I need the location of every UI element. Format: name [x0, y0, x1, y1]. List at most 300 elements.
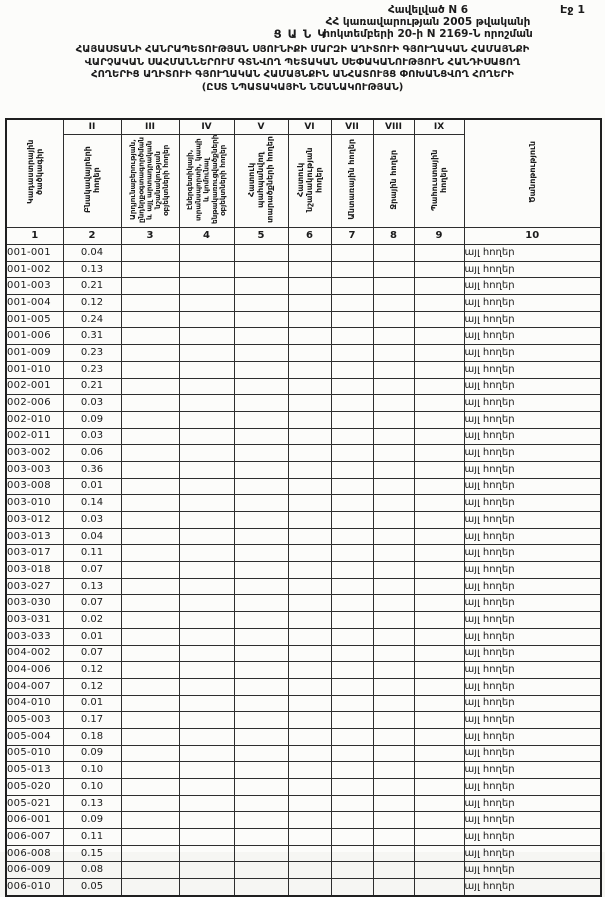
empty-cell-col-9 [414, 712, 464, 729]
settlement-land-area-cell: 0.24 [63, 311, 121, 328]
empty-cell-col-9 [414, 762, 464, 779]
cadastral-code-cell: 005-013 [6, 762, 63, 779]
empty-cell-col-8 [373, 328, 414, 345]
table-row [6, 545, 601, 562]
empty-cell-col-6 [288, 461, 331, 478]
empty-cell-col-9 [414, 645, 464, 662]
table-row [6, 261, 601, 278]
empty-cell-col-6 [288, 829, 331, 846]
empty-cell-col-6 [288, 261, 331, 278]
roman-numeral-IX: IX [414, 119, 464, 135]
empty-cell-col-4 [179, 295, 234, 312]
empty-cell-col-8 [373, 378, 414, 395]
empty-cell-col-9 [414, 378, 464, 395]
note-cell: այլ հողեր [464, 712, 601, 729]
empty-cell-col-7 [331, 245, 373, 262]
title-line-1: ՀԱՅԱՍՏԱՆԻ ՀԱՆՐԱՊԵՏՈՒԹՅԱՆ ՍՅՈՒՆԻՔԻ ՄԱՐԶԻ ԱՂԻՏՈՒԻ ԳՅՈՒՂԱԿԱՆ ՀԱՄԱՅՆՔԻ [75, 44, 530, 55]
empty-cell-col-5 [234, 461, 288, 478]
empty-cell-col-3 [121, 829, 179, 846]
note-cell: այլ հողեր [464, 545, 601, 562]
table-row [6, 612, 601, 629]
empty-cell-col-8 [373, 812, 414, 829]
empty-cell-col-3 [121, 779, 179, 796]
table-row [6, 395, 601, 412]
cadastral-code-cell: 005-003 [6, 712, 63, 729]
document-title [10, 44, 595, 94]
empty-cell-col-6 [288, 845, 331, 862]
empty-cell-col-4 [179, 762, 234, 779]
empty-cell-col-8 [373, 745, 414, 762]
empty-cell-col-7 [331, 779, 373, 796]
empty-cell-col-8 [373, 461, 414, 478]
settlement-land-area-cell: 0.07 [63, 595, 121, 612]
settlement-land-area-cell: 0.14 [63, 495, 121, 512]
empty-cell-col-7 [331, 545, 373, 562]
empty-cell-col-9 [414, 361, 464, 378]
empty-cell-col-5 [234, 628, 288, 645]
empty-cell-col-3 [121, 678, 179, 695]
empty-cell-col-6 [288, 395, 331, 412]
cadastral-code-cell: 001-005 [6, 311, 63, 328]
empty-cell-col-4 [179, 261, 234, 278]
empty-cell-col-6 [288, 578, 331, 595]
column-number-10: 10 [464, 228, 601, 245]
empty-cell-col-7 [331, 745, 373, 762]
col-header-3 [179, 135, 234, 228]
empty-cell-col-4 [179, 745, 234, 762]
empty-cell-col-5 [234, 662, 288, 679]
cadastral-code-cell: 003-013 [6, 528, 63, 545]
empty-cell-col-4 [179, 528, 234, 545]
empty-cell-col-6 [288, 428, 331, 445]
settlement-land-area-cell: 0.10 [63, 762, 121, 779]
empty-cell-col-5 [234, 428, 288, 445]
empty-cell-col-4 [179, 829, 234, 846]
settlement-land-area-cell: 0.18 [63, 728, 121, 745]
empty-cell-col-8 [373, 311, 414, 328]
empty-cell-col-3 [121, 728, 179, 745]
empty-cell-col-6 [288, 695, 331, 712]
col-header-5-label: Հատուկ նշանակության հողեր [295, 147, 324, 212]
title-line-3: ՀՈՂԵՐԻՑ ԱՂԻՏՈՒԻ ԳՅՈՒՂԱԿԱՆ ՀԱՄԱՅՆՔԻՆ ԱՆՀԱՏՈՒՅՑ ՓՈԽԱՆՑՎՈՂ ՀՈՂԵՐԻ [91, 69, 514, 80]
cadastral-code-cell: 003-033 [6, 628, 63, 645]
note-cell: այլ հողեր [464, 295, 601, 312]
empty-cell-col-9 [414, 278, 464, 295]
empty-cell-col-8 [373, 545, 414, 562]
settlement-land-area-cell: 0.05 [63, 879, 121, 896]
empty-cell-col-8 [373, 278, 414, 295]
empty-cell-col-6 [288, 295, 331, 312]
empty-cell-col-3 [121, 345, 179, 362]
note-cell: այլ հողեր [464, 879, 601, 896]
settlement-land-area-cell: 0.10 [63, 779, 121, 796]
settlement-land-area-cell: 0.09 [63, 745, 121, 762]
note-cell: այլ հողեր [464, 628, 601, 645]
empty-cell-col-3 [121, 461, 179, 478]
table-row [6, 695, 601, 712]
settlement-land-area-cell: 0.13 [63, 795, 121, 812]
title-line-2: ՎԱՐՉԱԿԱՆ ՍԱՀՄԱՆՆԵՐՈՒՄ ԳՏՆՎՈՂ ՊԵՏԱԿԱՆ ՍԵՓԱԿԱՆՈՒԹՅՈՒՆ ՀԱՆԴԻՍԱՑՈՂ [84, 56, 521, 68]
empty-cell-col-6 [288, 562, 331, 579]
empty-cell-col-3 [121, 645, 179, 662]
empty-cell-col-4 [179, 361, 234, 378]
settlement-land-area-cell: 0.23 [63, 345, 121, 362]
col-header-note-label: Ծանոթություն [527, 141, 537, 203]
empty-cell-col-7 [331, 478, 373, 495]
empty-cell-col-7 [331, 445, 373, 462]
col-header-6-label: Անտառային հողեր [347, 139, 357, 220]
column-number-8: 8 [373, 228, 414, 245]
settlement-land-area-cell: 0.03 [63, 428, 121, 445]
note-cell: այլ հողեր [464, 728, 601, 745]
table-row [6, 495, 601, 512]
header-roman-row [6, 119, 601, 135]
note-cell: այլ հողեր [464, 745, 601, 762]
empty-cell-col-6 [288, 445, 331, 462]
land-table [5, 118, 602, 897]
empty-cell-col-4 [179, 862, 234, 879]
empty-cell-col-3 [121, 395, 179, 412]
roman-numeral-VII: VII [331, 119, 373, 135]
annex-line-1: Հավելված N 6 [387, 4, 469, 16]
empty-cell-col-4 [179, 428, 234, 445]
empty-cell-col-9 [414, 495, 464, 512]
empty-cell-col-5 [234, 295, 288, 312]
empty-cell-col-6 [288, 545, 331, 562]
empty-cell-col-8 [373, 445, 414, 462]
cadastral-code-cell: 003-012 [6, 512, 63, 529]
column-number-6: 6 [288, 228, 331, 245]
empty-cell-col-6 [288, 311, 331, 328]
cadastral-code-cell: 003-031 [6, 612, 63, 629]
empty-cell-col-8 [373, 478, 414, 495]
col-header-5 [288, 135, 331, 228]
empty-cell-col-9 [414, 595, 464, 612]
empty-cell-col-9 [414, 545, 464, 562]
empty-cell-col-3 [121, 662, 179, 679]
empty-cell-col-8 [373, 578, 414, 595]
settlement-land-area-cell: 0.09 [63, 411, 121, 428]
settlement-land-area-cell: 0.03 [63, 395, 121, 412]
empty-cell-col-4 [179, 478, 234, 495]
empty-cell-col-7 [331, 461, 373, 478]
empty-cell-col-9 [414, 461, 464, 478]
empty-cell-col-7 [331, 762, 373, 779]
empty-cell-col-8 [373, 345, 414, 362]
column-number-5: 5 [234, 228, 288, 245]
col-header-1-label: Բնակավայրերի հողեր [82, 146, 101, 213]
empty-cell-col-4 [179, 728, 234, 745]
column-number-7: 7 [331, 228, 373, 245]
empty-cell-col-8 [373, 261, 414, 278]
empty-cell-col-7 [331, 879, 373, 896]
table-row [6, 745, 601, 762]
empty-cell-col-4 [179, 495, 234, 512]
empty-cell-col-9 [414, 612, 464, 629]
roman-numeral-III: III [121, 119, 179, 135]
note-cell: այլ հողեր [464, 395, 601, 412]
cadastral-code-cell: 003-017 [6, 545, 63, 562]
settlement-land-area-cell: 0.04 [63, 528, 121, 545]
empty-cell-col-5 [234, 378, 288, 395]
empty-cell-col-6 [288, 762, 331, 779]
empty-cell-col-6 [288, 628, 331, 645]
empty-cell-col-5 [234, 411, 288, 428]
empty-cell-col-5 [234, 445, 288, 462]
empty-cell-col-9 [414, 345, 464, 362]
empty-cell-col-7 [331, 695, 373, 712]
cadastral-code-cell: 006-001 [6, 812, 63, 829]
empty-cell-col-7 [331, 328, 373, 345]
note-cell: այլ հողեր [464, 862, 601, 879]
empty-cell-col-5 [234, 862, 288, 879]
empty-cell-col-8 [373, 862, 414, 879]
table-row [6, 461, 601, 478]
table-row [6, 361, 601, 378]
col-header-8-label: Պահուստային հողեր [429, 148, 448, 211]
empty-cell-col-5 [234, 495, 288, 512]
note-cell: այլ հողեր [464, 645, 601, 662]
cadastral-code-cell: 006-010 [6, 879, 63, 896]
empty-cell-col-5 [234, 512, 288, 529]
empty-cell-col-9 [414, 862, 464, 879]
empty-cell-col-8 [373, 595, 414, 612]
settlement-land-area-cell: 0.36 [63, 461, 121, 478]
empty-cell-col-4 [179, 712, 234, 729]
empty-cell-col-8 [373, 562, 414, 579]
settlement-land-area-cell: 0.07 [63, 645, 121, 662]
settlement-land-area-cell: 0.01 [63, 628, 121, 645]
empty-cell-col-7 [331, 528, 373, 545]
empty-cell-col-7 [331, 311, 373, 328]
empty-cell-col-6 [288, 612, 331, 629]
cadastral-code-cell: 006-007 [6, 829, 63, 846]
cadastral-code-cell: 001-003 [6, 278, 63, 295]
table-row [6, 478, 601, 495]
note-cell: այլ հողեր [464, 411, 601, 428]
table-row [6, 562, 601, 579]
empty-cell-col-3 [121, 495, 179, 512]
settlement-land-area-cell: 0.21 [63, 278, 121, 295]
empty-cell-col-6 [288, 662, 331, 679]
empty-cell-col-5 [234, 278, 288, 295]
col-header-8 [414, 135, 464, 228]
empty-cell-col-9 [414, 245, 464, 262]
col-header-4 [234, 135, 288, 228]
empty-cell-col-4 [179, 562, 234, 579]
empty-cell-col-4 [179, 845, 234, 862]
empty-cell-col-3 [121, 361, 179, 378]
page-number: Էջ 1 [560, 3, 585, 16]
roman-numeral-II: II [63, 119, 121, 135]
empty-cell-col-7 [331, 578, 373, 595]
empty-cell-col-7 [331, 862, 373, 879]
empty-cell-col-7 [331, 361, 373, 378]
empty-cell-col-9 [414, 395, 464, 412]
column-number-3: 3 [121, 228, 179, 245]
empty-cell-col-4 [179, 311, 234, 328]
empty-cell-col-8 [373, 428, 414, 445]
empty-cell-col-9 [414, 578, 464, 595]
table-row [6, 295, 601, 312]
note-cell: այլ հողեր [464, 795, 601, 812]
table-row [6, 445, 601, 462]
note-cell: այլ հողեր [464, 612, 601, 629]
empty-cell-col-5 [234, 795, 288, 812]
column-number-4: 4 [179, 228, 234, 245]
empty-cell-col-8 [373, 829, 414, 846]
empty-cell-col-4 [179, 612, 234, 629]
settlement-land-area-cell: 0.23 [63, 361, 121, 378]
table-row [6, 328, 601, 345]
settlement-land-area-cell: 0.12 [63, 295, 121, 312]
empty-cell-col-7 [331, 628, 373, 645]
empty-cell-col-5 [234, 562, 288, 579]
note-cell: այլ հողեր [464, 762, 601, 779]
empty-cell-col-4 [179, 662, 234, 679]
settlement-land-area-cell: 0.13 [63, 261, 121, 278]
col-header-2-label: Արդյունաբերության, ընդերքօգտագործման և այլ արտադրական նշանակության օբյեկտների հողեր [128, 136, 171, 223]
empty-cell-col-5 [234, 361, 288, 378]
empty-cell-col-4 [179, 345, 234, 362]
col-header-2 [121, 135, 179, 228]
note-cell: այլ հողեր [464, 461, 601, 478]
empty-cell-col-3 [121, 879, 179, 896]
empty-cell-col-4 [179, 678, 234, 695]
empty-cell-col-6 [288, 745, 331, 762]
empty-cell-col-6 [288, 411, 331, 428]
table-row [6, 795, 601, 812]
empty-cell-col-3 [121, 595, 179, 612]
empty-cell-col-7 [331, 645, 373, 662]
empty-cell-col-8 [373, 879, 414, 896]
col-header-6 [331, 135, 373, 228]
header-number-row [6, 228, 601, 245]
empty-cell-col-3 [121, 562, 179, 579]
empty-cell-col-9 [414, 879, 464, 896]
empty-cell-col-5 [234, 345, 288, 362]
empty-cell-col-3 [121, 862, 179, 879]
empty-cell-col-3 [121, 528, 179, 545]
col-header-7 [373, 135, 414, 228]
empty-cell-col-6 [288, 595, 331, 612]
empty-cell-col-3 [121, 278, 179, 295]
empty-cell-col-5 [234, 829, 288, 846]
empty-cell-col-4 [179, 812, 234, 829]
empty-cell-col-7 [331, 512, 373, 529]
empty-cell-col-3 [121, 378, 179, 395]
empty-cell-col-8 [373, 245, 414, 262]
settlement-land-area-cell: 0.06 [63, 445, 121, 462]
empty-cell-col-5 [234, 578, 288, 595]
empty-cell-col-9 [414, 678, 464, 695]
empty-cell-col-3 [121, 261, 179, 278]
empty-cell-col-4 [179, 795, 234, 812]
empty-cell-col-6 [288, 879, 331, 896]
empty-cell-col-6 [288, 328, 331, 345]
empty-cell-col-4 [179, 545, 234, 562]
note-cell: այլ հողեր [464, 678, 601, 695]
empty-cell-col-4 [179, 645, 234, 662]
col-header-note [464, 119, 601, 228]
empty-cell-col-4 [179, 595, 234, 612]
table-row [6, 278, 601, 295]
empty-cell-col-7 [331, 411, 373, 428]
column-number-2: 2 [63, 228, 121, 245]
empty-cell-col-9 [414, 745, 464, 762]
empty-cell-col-7 [331, 378, 373, 395]
settlement-land-area-cell: 0.01 [63, 478, 121, 495]
empty-cell-col-7 [331, 595, 373, 612]
empty-cell-col-8 [373, 712, 414, 729]
empty-cell-col-3 [121, 578, 179, 595]
cadastral-code-cell: 001-006 [6, 328, 63, 345]
cadastral-code-cell: 001-002 [6, 261, 63, 278]
cadastral-code-cell: 003-010 [6, 495, 63, 512]
table-row [6, 345, 601, 362]
empty-cell-col-7 [331, 795, 373, 812]
cadastral-code-cell: 001-010 [6, 361, 63, 378]
table-row [6, 595, 601, 612]
settlement-land-area-cell: 0.13 [63, 578, 121, 595]
note-cell: այլ հողեր [464, 245, 601, 262]
empty-cell-col-9 [414, 662, 464, 679]
table-row [6, 728, 601, 745]
note-cell: այլ հողեր [464, 428, 601, 445]
empty-cell-col-7 [331, 845, 373, 862]
empty-cell-col-4 [179, 512, 234, 529]
note-cell: այլ հողեր [464, 562, 601, 579]
empty-cell-col-7 [331, 345, 373, 362]
empty-cell-col-5 [234, 645, 288, 662]
col-header-cadastral-code [6, 119, 63, 228]
empty-cell-col-8 [373, 762, 414, 779]
empty-cell-col-3 [121, 845, 179, 862]
empty-cell-col-5 [234, 545, 288, 562]
empty-cell-col-9 [414, 695, 464, 712]
table-row [6, 879, 601, 896]
empty-cell-col-9 [414, 428, 464, 445]
table-row [6, 829, 601, 846]
cadastral-code-cell: 005-004 [6, 728, 63, 745]
empty-cell-col-5 [234, 261, 288, 278]
column-number-9: 9 [414, 228, 464, 245]
table-row [6, 862, 601, 879]
settlement-land-area-cell: 0.21 [63, 378, 121, 395]
table-row [6, 779, 601, 796]
empty-cell-col-7 [331, 562, 373, 579]
empty-cell-col-7 [331, 295, 373, 312]
settlement-land-area-cell: 0.08 [63, 862, 121, 879]
table-row [6, 311, 601, 328]
empty-cell-col-8 [373, 495, 414, 512]
table-row [6, 845, 601, 862]
empty-cell-col-8 [373, 779, 414, 796]
empty-cell-col-9 [414, 795, 464, 812]
empty-cell-col-4 [179, 328, 234, 345]
col-header-1 [63, 135, 121, 228]
col-header-3-label: Էներգետիկայի, տրանսպորտի, կապի և կոմունալ ենթակառուցվածքների օբյեկտների հողեր [184, 134, 227, 224]
empty-cell-col-5 [234, 595, 288, 612]
list-label: ՑԱՆԿ [273, 27, 332, 41]
empty-cell-col-6 [288, 378, 331, 395]
cadastral-code-cell: 006-009 [6, 862, 63, 879]
settlement-land-area-cell: 0.12 [63, 662, 121, 679]
empty-cell-col-4 [179, 695, 234, 712]
empty-cell-col-5 [234, 695, 288, 712]
note-cell: այլ հողեր [464, 445, 601, 462]
note-cell: այլ հողեր [464, 662, 601, 679]
